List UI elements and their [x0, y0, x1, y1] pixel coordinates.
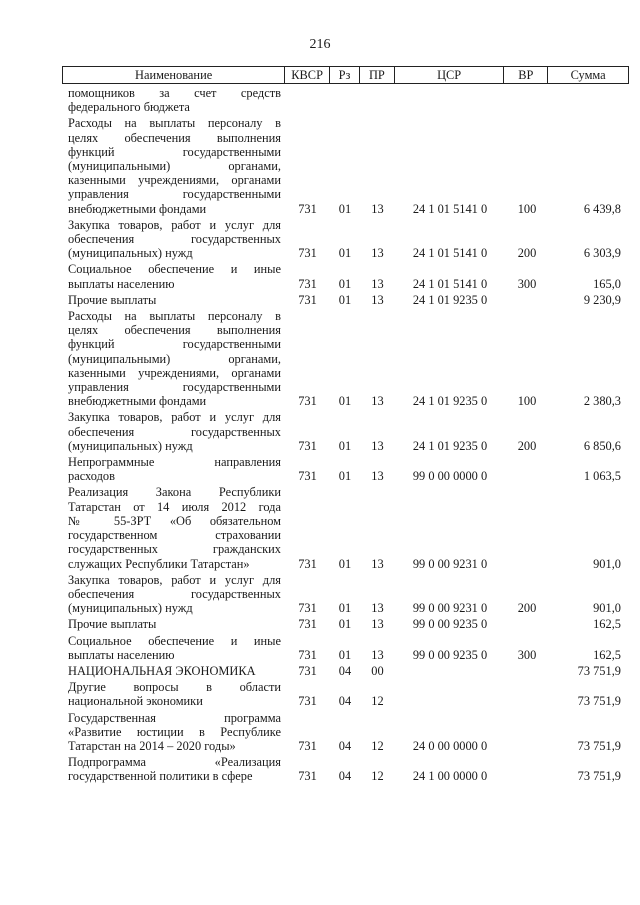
row-kvsr: 731 [298, 617, 317, 632]
row-name-line: государственных гражданских [68, 542, 281, 557]
row-pr: 13 [371, 469, 384, 484]
row-name-line: (муниципальными) органами, [68, 351, 281, 366]
row-kvsr: 731 [298, 469, 317, 484]
row-csr: 24 1 01 5141 0 [412, 276, 488, 291]
table-row [62, 634, 629, 662]
row-name [62, 293, 285, 307]
table-row [62, 664, 629, 678]
row-name-line: (муниципальными) органами, [68, 159, 281, 174]
row-pr: 13 [371, 438, 384, 453]
row-name-line: Закупка товаров, работ и услуг для [68, 217, 281, 232]
row-sum: 73 751,9 [577, 769, 621, 784]
row-name-line: внебюджетными фондами [68, 201, 207, 216]
row-name-line: целях обеспечения выполнения [68, 130, 281, 145]
row-sum: 6 303,9 [583, 246, 621, 261]
row-name-line: Закупка товаров, работ и услуг для [68, 572, 281, 587]
row-name-line: Реализация Закона Республики [68, 485, 281, 500]
row-name-line: «Развитие юстиции в Республике [68, 724, 281, 739]
header-csr: ЦСР [395, 67, 505, 83]
row-name [62, 664, 285, 678]
row-kvsr: 731 [298, 394, 317, 409]
row-csr: 24 0 00 0000 0 [412, 738, 488, 753]
row-pr: 13 [371, 394, 384, 409]
header-sum: Сумма [570, 68, 606, 82]
row-sum: 162,5 [593, 617, 621, 632]
row-name [62, 485, 285, 570]
row-name-line: управления государственными [68, 187, 281, 202]
row-name-line: Социальное обеспечение и иные [68, 633, 281, 648]
row-vr: 200 [517, 438, 537, 453]
row-name-line: функций государственными [68, 144, 281, 159]
row-kvsr: 731 [298, 663, 317, 678]
table-header [62, 66, 629, 84]
row-sum: 901,0 [593, 556, 621, 571]
table-row [62, 86, 629, 114]
row-rz: 04 [338, 769, 352, 784]
table-row [62, 680, 629, 708]
row-name-line: служащих Республики Татарстан» [68, 556, 250, 571]
row-pr: 13 [371, 647, 384, 662]
row-rz: 04 [338, 738, 352, 753]
row-name-line: обеспечения государственных [68, 232, 281, 247]
row-kvsr: 731 [298, 694, 317, 709]
header-pr: ПР [360, 67, 395, 83]
row-name [62, 309, 285, 408]
row-name-line: государственном страховании [68, 528, 281, 543]
row-name-line: Подпрограмма «Реализация [68, 755, 281, 770]
row-rz: 01 [338, 617, 352, 632]
row-name [62, 86, 285, 114]
row-pr: 13 [371, 617, 384, 632]
row-rz: 01 [338, 647, 352, 662]
row-kvsr: 731 [298, 601, 317, 616]
row-pr: 13 [371, 601, 384, 616]
row-rz: 04 [338, 694, 352, 709]
table-row [62, 309, 629, 408]
row-name [62, 573, 285, 616]
row-name-line: Прочие выплаты [68, 292, 157, 307]
row-pr: 13 [371, 201, 384, 216]
row-name-line: обеспечения государственных [68, 586, 281, 601]
row-csr: 24 1 00 0000 0 [412, 769, 488, 784]
row-sum: 6 439,8 [583, 201, 621, 216]
row-name-line: Татарстан от 14 июля 2012 года [68, 499, 281, 514]
row-pr: 12 [371, 738, 384, 753]
row-name-line: (муниципальных) нужд [68, 246, 193, 261]
table-row [62, 293, 629, 307]
header-name: Наименование [63, 67, 285, 83]
row-sum: 73 751,9 [577, 738, 621, 753]
row-vr: 100 [517, 394, 537, 409]
row-rz: 01 [338, 438, 352, 453]
row-vr: 200 [517, 246, 537, 261]
row-name-line: национальной экономики [68, 694, 203, 709]
table-row [62, 455, 629, 483]
row-kvsr: 731 [298, 292, 317, 307]
row-vr: 300 [517, 276, 537, 291]
row-name-line: Расходы на выплаты персоналу в [68, 309, 281, 324]
row-kvsr: 731 [298, 738, 317, 753]
row-name-line: Татарстан на 2014 – 2020 годы» [68, 738, 236, 753]
row-kvsr: 731 [298, 201, 317, 216]
row-name-line: Государственная программа [68, 710, 281, 725]
table-row [62, 617, 629, 631]
row-name-line: (муниципальных) нужд [68, 438, 193, 453]
table-row [62, 485, 629, 570]
row-name-line: выплаты населению [68, 276, 175, 291]
row-csr: 24 1 01 9235 0 [412, 394, 488, 409]
row-csr: 99 0 00 0000 0 [412, 469, 488, 484]
row-name-line: Другие вопросы в области [68, 680, 281, 695]
header-rz: Рз [330, 67, 360, 83]
row-name-line: НАЦИОНАЛЬНАЯ ЭКОНОМИКА [68, 663, 256, 678]
row-name-line: (муниципальных) нужд [68, 601, 193, 616]
row-pr: 13 [371, 276, 384, 291]
row-kvsr: 731 [298, 246, 317, 261]
row-sum: 901,0 [593, 601, 621, 616]
row-csr: 24 1 01 5141 0 [412, 246, 488, 261]
row-name [62, 617, 285, 631]
row-kvsr: 731 [298, 276, 317, 291]
row-rz: 01 [338, 292, 352, 307]
row-name-line: Расходы на выплаты персоналу в [68, 116, 281, 131]
row-name-line: управления государственными [68, 380, 281, 395]
row-name-line: функций государственными [68, 337, 281, 352]
row-rz: 01 [338, 469, 352, 484]
header-kvsr: КВСР [285, 67, 330, 83]
row-name [62, 262, 285, 290]
table-row [62, 218, 629, 261]
row-rz: 01 [338, 601, 352, 616]
row-name [62, 218, 285, 261]
table-row [62, 755, 629, 783]
row-name [62, 410, 285, 453]
row-name-line: целях обеспечения выполнения [68, 323, 281, 338]
row-name-line: расходов [68, 469, 115, 484]
row-csr: 24 1 01 5141 0 [412, 201, 488, 216]
row-sum: 73 751,9 [577, 694, 621, 709]
row-name [62, 634, 285, 662]
row-name-line: государственной политики в сфере [68, 769, 253, 784]
row-rz: 01 [338, 276, 352, 291]
row-sum: 2 380,3 [583, 394, 621, 409]
row-kvsr: 731 [298, 438, 317, 453]
row-pr: 13 [371, 556, 384, 571]
row-name-line: Непрограммные направления [68, 455, 281, 470]
header-vr: ВР [504, 67, 548, 83]
table-row [62, 711, 629, 754]
row-sum: 6 850,6 [583, 438, 621, 453]
row-pr: 12 [371, 694, 384, 709]
row-kvsr: 731 [298, 647, 317, 662]
row-csr: 99 0 00 9235 0 [412, 617, 488, 632]
row-rz: 04 [338, 663, 352, 678]
row-pr: 00 [371, 663, 384, 678]
row-sum: 73 751,9 [577, 663, 621, 678]
table-row [62, 116, 629, 215]
row-pr: 13 [371, 246, 384, 261]
row-rz: 01 [338, 201, 352, 216]
table-row [62, 410, 629, 453]
table-row [62, 262, 629, 290]
row-name-line: казенными учреждениями, органами [68, 365, 281, 380]
row-name [62, 680, 285, 708]
row-sum: 162,5 [593, 647, 621, 662]
row-vr: 200 [517, 601, 537, 616]
row-sum: 1 063,5 [583, 469, 621, 484]
row-csr: 99 0 00 9231 0 [412, 556, 488, 571]
row-name-line: выплаты населению [68, 647, 175, 662]
row-name [62, 455, 285, 483]
row-name-line: обеспечения государственных [68, 424, 281, 439]
row-sum: 9 230,9 [583, 292, 621, 307]
row-name-line: внебюджетными фондами [68, 394, 207, 409]
row-csr: 99 0 00 9235 0 [412, 647, 488, 662]
row-vr: 100 [517, 201, 537, 216]
row-kvsr: 731 [298, 556, 317, 571]
row-name [62, 116, 285, 215]
row-rz: 01 [338, 394, 352, 409]
row-name [62, 755, 285, 783]
row-sum: 165,0 [593, 276, 621, 291]
row-rz: 01 [338, 246, 352, 261]
row-name-line: Прочие выплаты [68, 617, 157, 632]
row-vr: 300 [517, 647, 537, 662]
row-name-line: помощников за счет средств [68, 86, 281, 100]
row-kvsr: 731 [298, 769, 317, 784]
page-number: 216 [309, 37, 331, 52]
row-pr: 12 [371, 769, 384, 784]
row-name [62, 711, 285, 754]
row-rz: 01 [338, 556, 352, 571]
row-pr: 13 [371, 292, 384, 307]
row-name-line: № 55-ЗРТ «Об обязательном [68, 513, 281, 528]
row-csr: 24 1 01 9235 0 [412, 438, 488, 453]
row-csr: 24 1 01 9235 0 [412, 292, 488, 307]
row-name-line: Социальное обеспечение и иные [68, 262, 281, 277]
budget-table-body [62, 86, 629, 786]
row-name-line: Закупка товаров, работ и услуг для [68, 410, 281, 425]
row-name-line: федерального бюджета [68, 100, 190, 115]
table-row [62, 573, 629, 616]
row-csr: 99 0 00 9231 0 [412, 601, 488, 616]
row-name-line: казенными учреждениями, органами [68, 173, 281, 188]
